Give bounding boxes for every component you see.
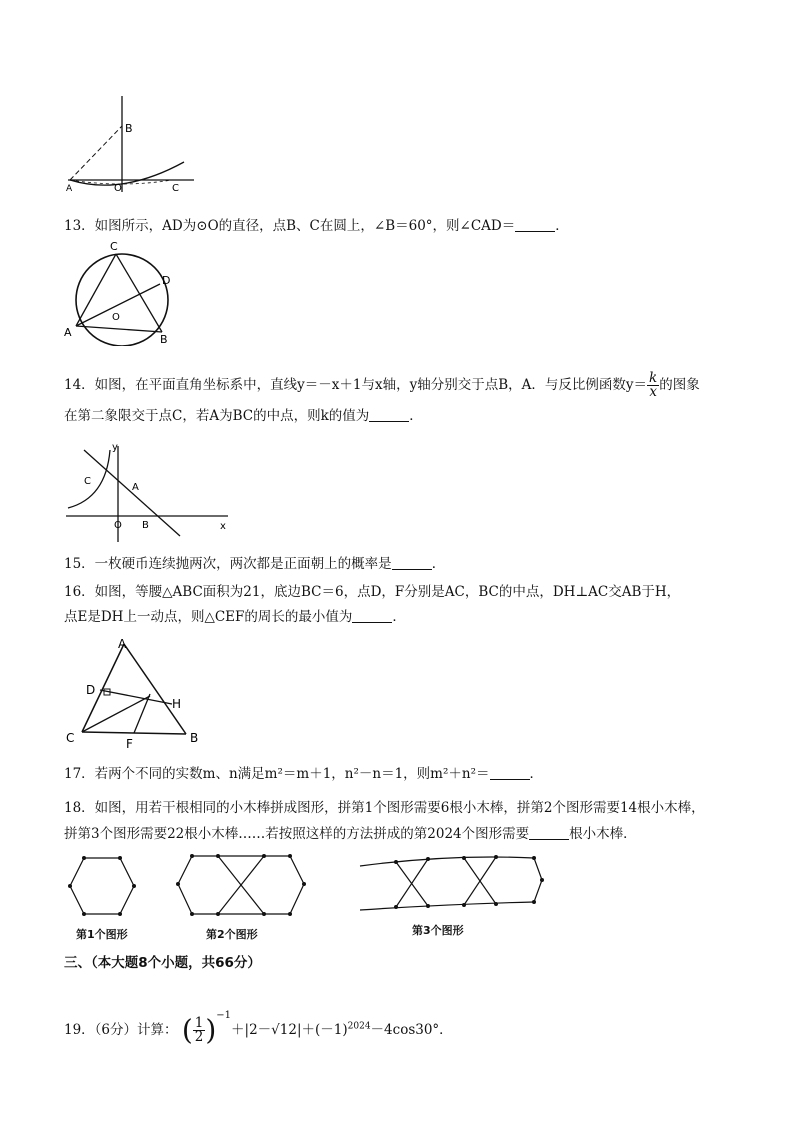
q14-label-c: C xyxy=(84,476,91,487)
q16-label-d: D xyxy=(86,683,96,697)
section-3-heading: 三、（本大题8个小题，共66分） xyxy=(64,955,261,971)
q16-line1: 16．如图，等腰△ABC面积为21，底边BC＝6，点D，F分别是AC，BC的中点，DH⊥AC交AB于H， xyxy=(64,584,681,600)
q14-label-o: O xyxy=(114,520,122,531)
q13-answer-blank[interactable] xyxy=(515,217,555,232)
q16-label-f: F xyxy=(126,737,133,748)
q16-line2: 点E是DH上一动点，则△CEF的周长的最小值为 ． xyxy=(64,609,406,625)
q18-caption-2: 第2个图形 xyxy=(206,928,258,941)
q18-line2: 拼第3个图形需要22根小木棒……若按照这样的方法拼成的第2024个图形需要 根小木棒． xyxy=(64,826,637,842)
q14-label-a: A xyxy=(132,482,139,493)
q14-label-x: x xyxy=(220,521,226,532)
q14-answer-blank[interactable] xyxy=(369,407,409,422)
q19-text: 19．（6分）计算： ( $\frac{1}{2}$ )$^{-1}+|2-√12|+(-1)^{2024}-4\cos 30^\circ$． xyxy=(64,1010,453,1047)
q12-label-c: C xyxy=(172,183,179,194)
q14-figure xyxy=(62,440,232,544)
q16-figure xyxy=(62,636,212,748)
q13-label-b: B xyxy=(160,333,168,346)
q13-text: 13．如图所示，AD为⊙O的直径，点B、C在圆上，∠B＝60°，则∠CAD＝ ． xyxy=(64,218,569,234)
q18-figure-2 xyxy=(174,854,308,918)
q14-line1: 14．如图，在平面直角坐标系中，直线y＝－x＋1与x轴，y轴分别交于点B，A．与反比例函数y＝ $\frac{k}{x}$ 的图象 xyxy=(64,370,700,400)
q16-label-b: B xyxy=(190,731,199,745)
q13-label-o: O xyxy=(112,312,120,323)
q13-label-a: A xyxy=(64,326,72,339)
q18-line1: 18．如图，用若干根相同的小木棒拼成图形，拼第1个图形需要6根小木棒，拼第2个图形需要14根小木棒， xyxy=(64,800,705,816)
q18-caption-1: 第1个图形 xyxy=(76,928,128,941)
q18-caption-3: 第3个图形 xyxy=(412,924,464,937)
q13-label-d: D xyxy=(162,274,171,287)
q15-answer-blank[interactable] xyxy=(392,555,432,570)
q17-text: 17．若两个不同的实数m、n满足m²＝m＋1，n²－n＝1，则m²＋n²＝ ． xyxy=(64,766,543,782)
q14-line2: 在第二象限交于点C，若A为BC的中点，则k的值为 ． xyxy=(64,408,423,424)
q18-figure-1 xyxy=(66,856,138,918)
q15-text: 15．一枚硬币连续抛两次，两次都是正面朝上的概率是 ． xyxy=(64,556,446,572)
q14-label-y: y xyxy=(112,442,118,453)
q18-answer-blank[interactable] xyxy=(529,825,569,840)
q12-label-o: O xyxy=(114,183,122,194)
q12-figure xyxy=(62,92,202,196)
q12-label-a: A xyxy=(66,184,73,194)
q16-label-c: C xyxy=(66,731,75,745)
q16-label-a: A xyxy=(118,637,127,651)
q13-label-c: C xyxy=(110,240,118,253)
q14-label-b: B xyxy=(142,520,149,531)
q16-label-h: H xyxy=(172,697,182,711)
q14-fraction: $\frac{k}{x}$ xyxy=(649,370,658,400)
q13-figure xyxy=(62,240,182,346)
q17-answer-blank[interactable] xyxy=(490,765,530,780)
q12-label-b: B xyxy=(125,122,133,135)
q18-figure-3 xyxy=(356,848,544,916)
q16-answer-blank[interactable] xyxy=(352,608,392,623)
